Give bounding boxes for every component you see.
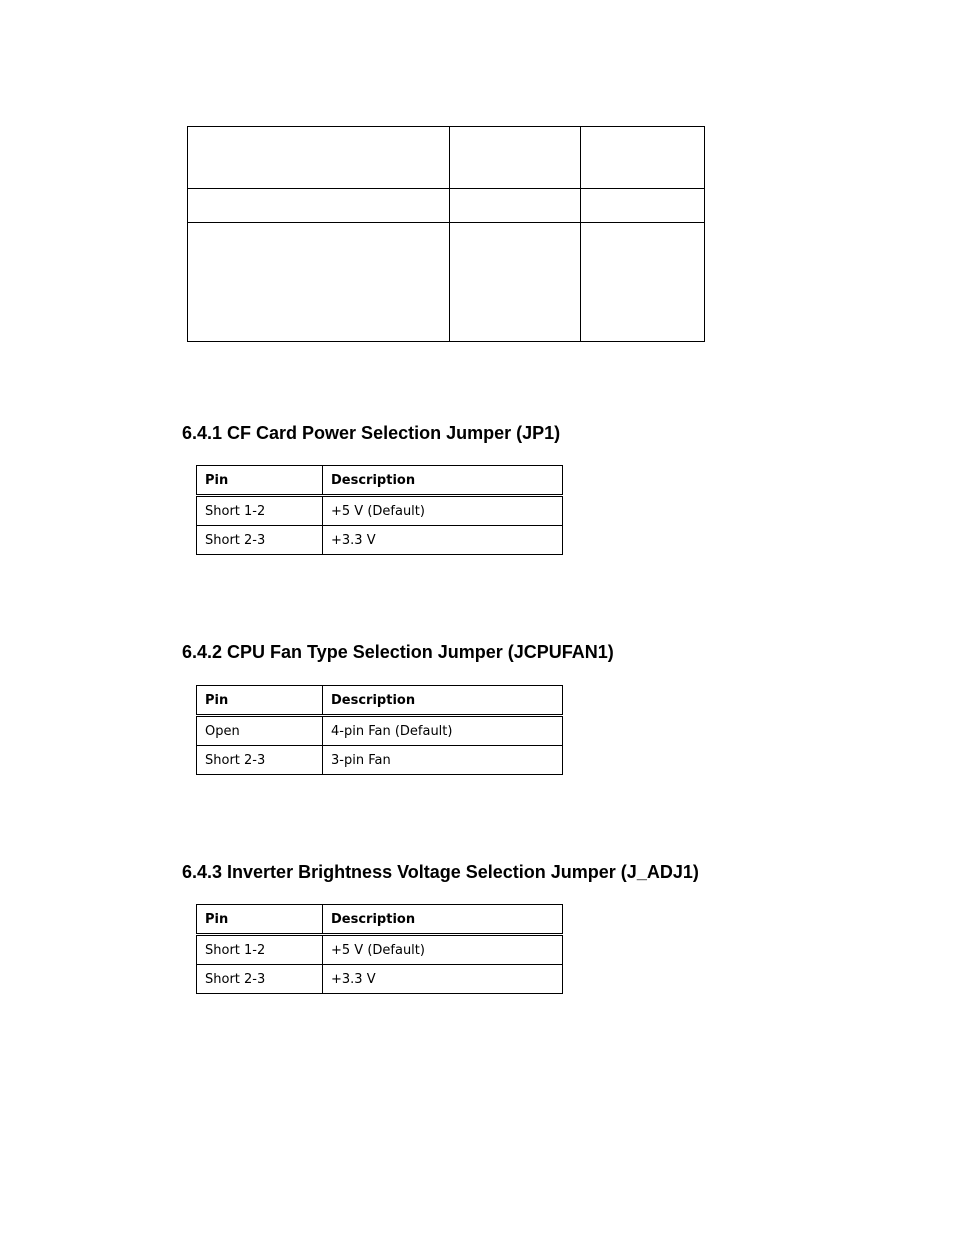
description-cell: +3.3 V <box>323 526 563 555</box>
table-header-row <box>197 466 563 496</box>
pin-cell: Short 2-3 <box>197 526 323 555</box>
description-cell: +5 V (Default) <box>323 935 563 965</box>
table-row <box>197 965 563 994</box>
column-header-description: Description <box>323 905 563 935</box>
table-cell <box>450 223 581 342</box>
table-header-row <box>197 686 563 716</box>
table-cell <box>450 127 581 189</box>
column-header-pin: Pin <box>197 466 323 496</box>
pin-cell: Short 2-3 <box>197 746 323 775</box>
description-cell: +5 V (Default) <box>323 496 563 526</box>
table-cell <box>188 189 450 223</box>
table-cell <box>581 189 705 223</box>
pin-cell: Short 1-2 <box>197 496 323 526</box>
table-row <box>197 935 563 965</box>
section-heading-jcpufan1: 6.4.2 CPU Fan Type Selection Jumper (JCPUFAN1) <box>182 642 614 662</box>
table-row <box>188 223 705 342</box>
description-cell: 3-pin Fan <box>323 746 563 775</box>
table-row <box>197 716 563 746</box>
jumper-table-j-adj1 <box>196 904 563 994</box>
pin-cell: Open <box>197 716 323 746</box>
table-row <box>197 526 563 555</box>
section-heading-j-adj1: 6.4.3 Inverter Brightness Voltage Selection Jumper (J_ADJ1) <box>182 862 699 882</box>
table-cell <box>188 223 450 342</box>
description-cell: +3.3 V <box>323 965 563 994</box>
jumper-table-jcpufan1 <box>196 685 563 775</box>
column-header-pin: Pin <box>197 686 323 716</box>
column-header-description: Description <box>323 466 563 496</box>
section-heading-jp1: 6.4.1 CF Card Power Selection Jumper (JP1) <box>182 423 561 443</box>
table-row <box>188 189 705 223</box>
table-cell <box>450 189 581 223</box>
table-cell <box>581 127 705 189</box>
pin-cell: Short 2-3 <box>197 965 323 994</box>
empty-table <box>187 126 705 342</box>
column-header-description: Description <box>323 686 563 716</box>
table-cell <box>581 223 705 342</box>
table-row <box>197 496 563 526</box>
table-cell <box>188 127 450 189</box>
table-header-row <box>197 905 563 935</box>
table-row <box>188 127 705 189</box>
jumper-table-jp1 <box>196 465 563 555</box>
description-cell: 4-pin Fan (Default) <box>323 716 563 746</box>
table-row <box>197 746 563 775</box>
pin-cell: Short 1-2 <box>197 935 323 965</box>
column-header-pin: Pin <box>197 905 323 935</box>
